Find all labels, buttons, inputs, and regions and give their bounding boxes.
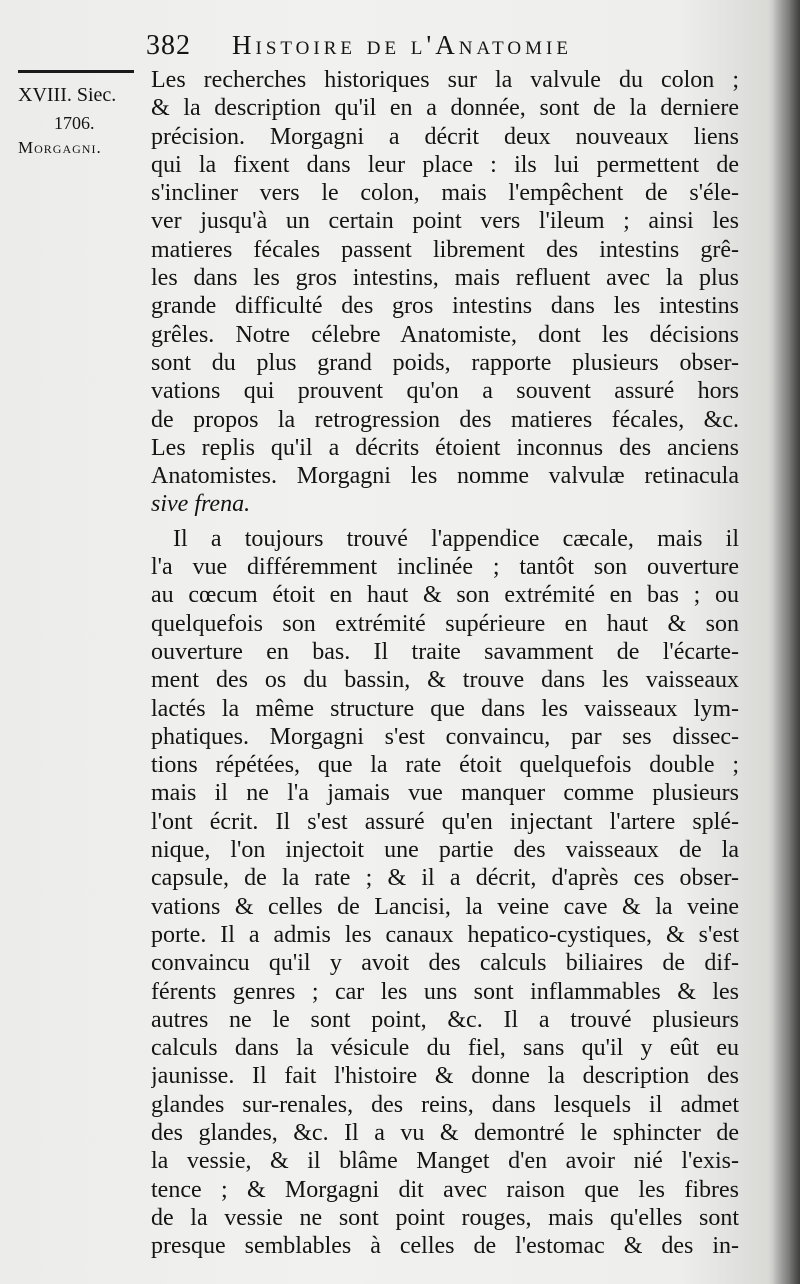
text-line: mais il ne l'a jamais vue manquer comme plusieurs	[151, 780, 739, 807]
text-line: convaincu qu'il y avoit des calculs biliaires de dif-	[151, 950, 739, 977]
text-line: ver jusqu'à un certain point vers l'ileum ; ainsi les	[151, 208, 739, 235]
text-line: s'incliner vers le colon, mais l'empêchent de s'éle-	[151, 180, 739, 207]
text-line: des glandes, &c. Il a vu & demontré le sphincter de	[151, 1119, 739, 1146]
text-line: phatiques. Morgagni s'est convaincu, par ses dissec-	[151, 723, 739, 750]
text-line: les dans les gros intestins, mais refluent avec la plus	[151, 265, 739, 292]
text-line: sont du plus grand poids, rapporte plusieurs obser-	[151, 349, 739, 376]
text-line: porte. Il a admis les canaux hepatico-cystiques, & s'est	[151, 921, 739, 948]
running-title: Histoire de l'Anatomie	[232, 30, 572, 60]
text-line: de la vessie ne sont point rouges, mais qu'elles sont	[151, 1204, 739, 1231]
text-line: qui la fixent dans leur place : ils lui permettent de	[151, 151, 739, 178]
margin-note	[14, 84, 152, 158]
text-line-italic: sive frena.	[151, 491, 251, 518]
text-line: lactés la même structure que dans les vaisseaux lym-	[151, 695, 739, 722]
text-line: férents genres ; car les uns sont inflammables & les	[151, 978, 739, 1005]
margin-century: XVIII. Siec.	[18, 84, 117, 106]
text-line: au cœcum étoit en haut & son extrémité en bas ; ou	[151, 582, 739, 609]
page-header	[146, 26, 766, 66]
text-line: précision. Morgagni a décrit deux nouveaux liens	[151, 123, 739, 150]
text-line: ouverture en bas. Il traite savamment de l'écarte-	[151, 638, 739, 665]
text-line: Les replis qu'il a décrits étoient inconnus des anciens	[151, 434, 739, 461]
text-line: Anatomistes. Morgagni les nomme valvulæ retinacula	[151, 463, 739, 490]
text-line: jaunisse. Il fait l'histoire & donne la description des	[151, 1063, 739, 1090]
text-line: calculs dans la vésicule du fiel, sans qu'il y eût eu	[151, 1035, 739, 1062]
text-line: ment des os du bassin, & trouve dans les vaisseaux	[151, 667, 739, 694]
text-line: vations qui prouvent qu'on a souvent assuré hors	[151, 378, 739, 405]
margin-year: 1706.	[54, 113, 95, 133]
text-line: grêles. Notre célebre Anatomiste, dont les décisions	[151, 321, 739, 348]
paragraph-2	[151, 525, 739, 1261]
paragraph-1	[151, 66, 739, 519]
text-line: l'ont écrit. Il s'est assuré qu'en injectant l'artere splé-	[151, 808, 739, 835]
text-line: de propos la retrogression des matieres fécales, &c.	[151, 406, 739, 433]
text-line: la vessie, & il blâme Manget d'en avoir nié l'exis-	[151, 1148, 739, 1175]
text-line: nique, l'on injectoit une partie des vaisseaux de la	[151, 837, 739, 864]
text-line: presque semblables à celles de l'estomac & des in-	[151, 1233, 739, 1260]
text-line: Il a toujours trouvé l'appendice cæcale, mais il	[173, 525, 739, 552]
text-line: tence ; & Morgagni dit avec raison que les fibres	[151, 1176, 739, 1203]
text-line: quelquefois son extrémité supérieure en haut & son	[151, 610, 739, 637]
text-line: glandes sur-renales, des reins, dans lesquels il admet	[151, 1091, 739, 1118]
text-line: capsule, de la rate ; & il a décrit, d'après ces obser-	[151, 865, 739, 892]
text-line: & la description qu'il en a donnée, sont de la derniere	[151, 95, 739, 122]
margin-rule	[18, 70, 134, 73]
text-line: l'a vue différemment inclinée ; tantôt son ouverture	[151, 554, 739, 581]
page-number: 382	[146, 30, 191, 61]
text-line: Les recherches historiques sur la valvule du colon ;	[151, 67, 739, 93]
text-line: tions répétées, que la rate étoit quelquefois double ;	[151, 752, 739, 779]
text-line: matieres fécales passent librement des intestins grê-	[151, 236, 739, 263]
page-gutter-shadow	[772, 0, 800, 1284]
margin-name: Morgagni.	[18, 138, 102, 157]
text-line: grande difficulté des gros intestins dans les intestins	[151, 293, 739, 320]
text-line: vations & celles de Lancisi, la veine cave & la veine	[151, 893, 739, 920]
body-text	[151, 66, 739, 1260]
text-line: autres ne le sont point, &c. Il a trouvé plusieurs	[151, 1006, 739, 1033]
